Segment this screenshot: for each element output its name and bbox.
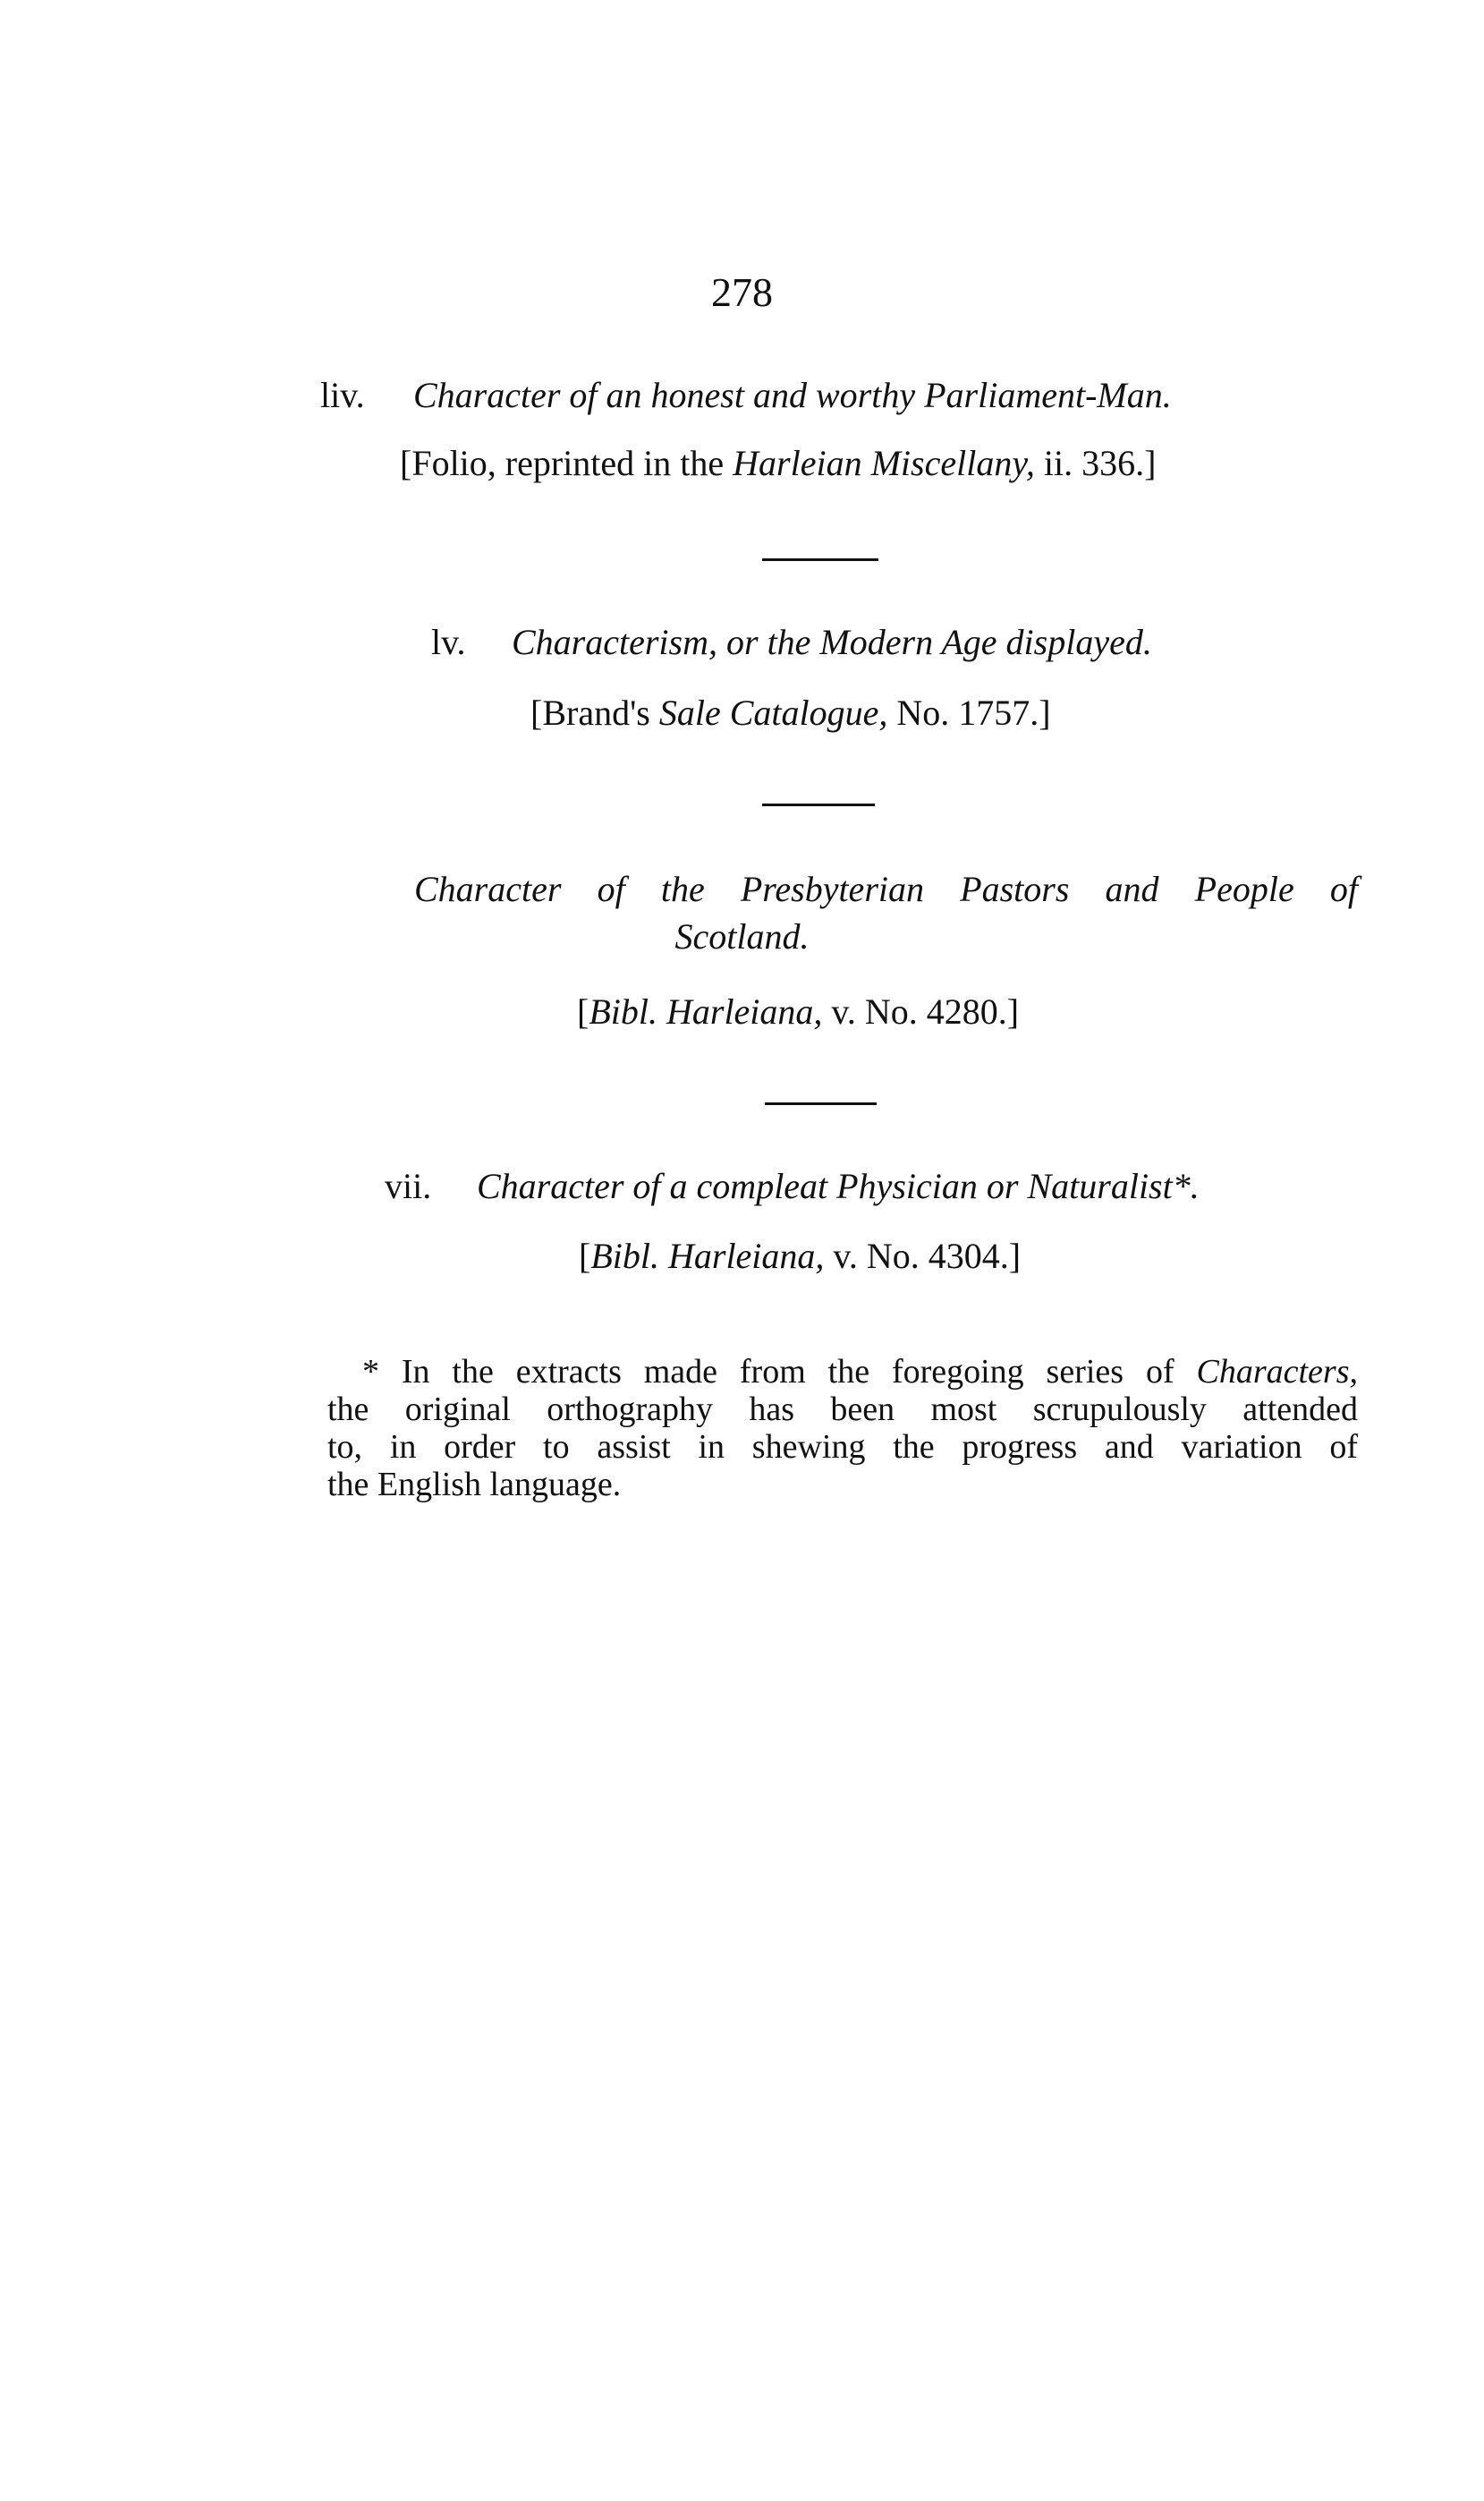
entry-liv-source [400, 442, 1156, 485]
footnote-line-3: to, in order to assist in shewing the progress and variation of [327, 1428, 1358, 1466]
entry-lv-source [530, 692, 1051, 735]
entry-lv-numeral: lv. [431, 622, 466, 662]
section-divider [762, 558, 878, 561]
footnote-line-1-italic: Characters, [1196, 1353, 1358, 1391]
section-divider [765, 1102, 877, 1105]
entry-vii-source-work: Bibl. Harleiana, [590, 1236, 825, 1276]
entry-vii-source-pre: [ [579, 1236, 591, 1276]
footnote-line-1-text: * In the extracts made from the foregoing series of [362, 1353, 1197, 1391]
entry-liv-source-pre: [Folio, reprinted in the [400, 443, 734, 483]
entry-presbyterian-source [577, 991, 1019, 1034]
footnote-line-4: the English language. [327, 1466, 622, 1503]
entry-lv-title: Characterism, or the Modern Age displayed. [512, 622, 1152, 662]
entry-lv-source-post: No. 1757.] [887, 693, 1051, 733]
entry-liv-numeral: liv. [320, 375, 365, 415]
entry-vii-source [579, 1235, 1021, 1278]
footnote-line-2: the original orthography has been most scrupulously attended [327, 1391, 1358, 1428]
entry-vii-title: Character of a compleat Physician or Naturalist*. [477, 1166, 1200, 1206]
entry-presbyterian-title-line1: Character of the Presbyterian Pastors and People of [414, 869, 1358, 909]
entry-presbyterian-source-work: Bibl. Harleiana, [589, 991, 823, 1032]
footnote-line-1 [362, 1353, 1358, 1391]
section-divider [762, 804, 875, 806]
entry-liv-source-work: Harleian Miscellany, [733, 443, 1035, 483]
entry-lv-source-pre: [Brand's [530, 693, 659, 733]
entry-presbyterian-source-pre: [ [577, 991, 589, 1032]
entry-vii-source-post: v. No. 4304.] [824, 1236, 1022, 1276]
page-number: 278 [711, 269, 773, 315]
entry-vii-numeral: vii. [385, 1166, 432, 1206]
entry-presbyterian-title-line2: Scotland. [674, 916, 810, 957]
entry-lv-source-work: Sale Catalogue, [658, 693, 888, 733]
entry-presbyterian-source-post: v. No. 4280.] [822, 991, 1020, 1032]
entry-liv-source-post: ii. 336.] [1034, 443, 1157, 483]
entry-liv-title: Character of an honest and worthy Parliament-Man. [413, 375, 1172, 415]
